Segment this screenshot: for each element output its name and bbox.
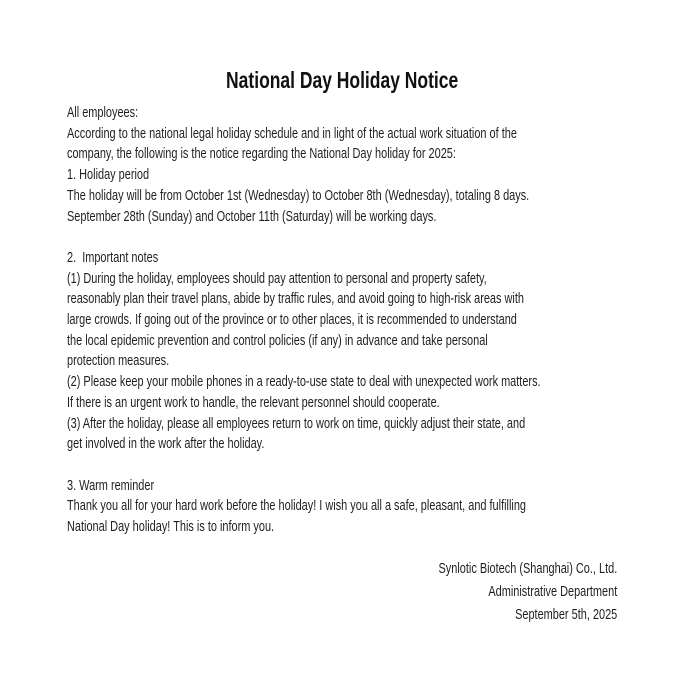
signature-block — [67, 558, 617, 627]
body-line: Thank you all for your hard work before the holiday! I wish you all a safe, pleasant, and fulfilling — [67, 498, 527, 515]
document-title: National Day Holiday Notice — [226, 67, 459, 93]
document-content — [67, 0, 617, 627]
body-line: company, the following is the notice regarding the National Day holiday for 2025: — [67, 146, 456, 163]
body-line: National Day holiday! This is to inform you. — [67, 519, 275, 536]
body-line: September 28th (Sunday) and October 11th (Saturday) will be working days. — [67, 208, 437, 225]
body-line: get involved in the work after the holiday. — [67, 436, 265, 453]
body-line-blank — [67, 227, 617, 248]
body-line-blank — [67, 455, 617, 476]
body-line: protection measures. — [67, 353, 170, 370]
signature-department: Administrative Department — [488, 584, 618, 601]
signature-date: September 5th, 2025 — [515, 607, 618, 624]
document-body — [67, 103, 617, 538]
body-line: large crowds. If going out of the province or to other places, it is recommended to understand — [67, 312, 517, 329]
body-line: 2. Important notes — [67, 249, 159, 266]
body-line: reasonably plan their travel plans, abide by traffic rules, and avoid going to high-risk areas with — [67, 291, 524, 308]
body-line: (3) After the holiday, please all employees return to work on time, quickly adjust their state, and — [67, 415, 526, 432]
body-line: the local epidemic prevention and control policies (if any) in advance and take personal — [67, 332, 488, 349]
body-line: All employees: — [67, 105, 139, 121]
body-line: The holiday will be from October 1st (Wednesday) to October 8th (Wednesday), totaling 8 days. — [67, 187, 530, 204]
body-line: According to the national legal holiday schedule and in light of the actual work situation of the — [67, 125, 517, 142]
body-line: (2) Please keep your mobile phones in a ready-to-use state to deal with unexpected work matters. — [67, 374, 541, 391]
signature-company: Synlotic Biotech (Shanghai) Co., Ltd. — [438, 561, 618, 578]
body-line: 3. Warm reminder — [67, 477, 155, 494]
body-line: If there is an urgent work to handle, the relevant personnel should cooperate. — [67, 394, 440, 411]
body-line: 1. Holiday period — [67, 167, 150, 184]
body-line: (1) During the holiday, employees should pay attention to personal and property safety, — [67, 270, 487, 287]
